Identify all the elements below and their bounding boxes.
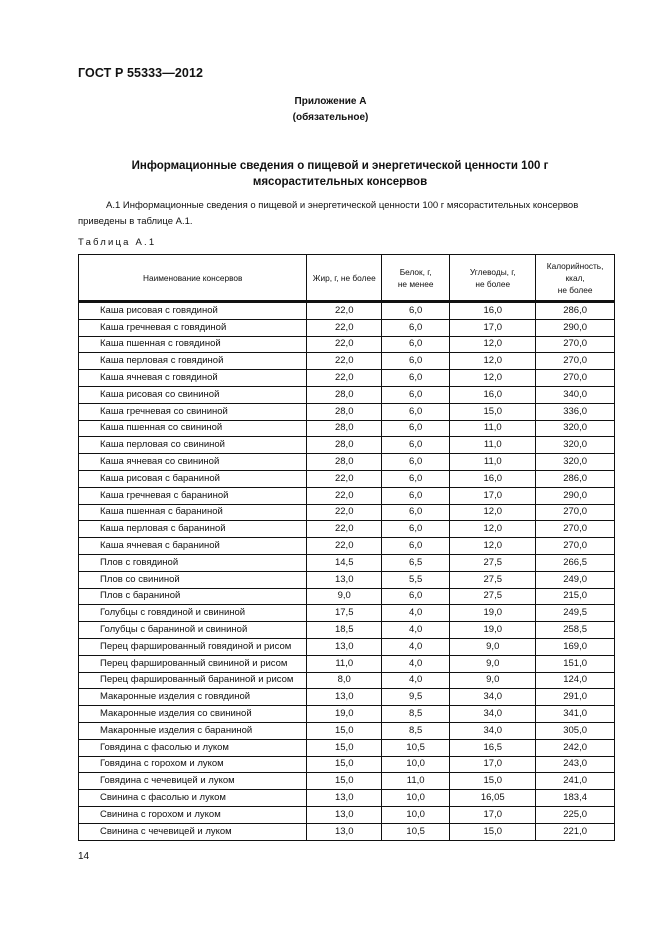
page-number: 14 xyxy=(78,851,90,862)
cell-protein: 6,0 xyxy=(382,420,450,437)
cell-fat: 14,5 xyxy=(307,554,382,571)
table-row xyxy=(79,403,615,420)
cell-name: Макаронные изделия с бараниной xyxy=(79,722,307,739)
cell-protein: 10,0 xyxy=(382,790,450,807)
cell-calories: 270,0 xyxy=(536,336,615,353)
table-row xyxy=(79,622,615,639)
table-row xyxy=(79,588,615,605)
cell-calories: 286,0 xyxy=(536,470,615,487)
table-header-row xyxy=(79,255,615,302)
cell-name: Макаронные изделия с говядиной xyxy=(79,689,307,706)
cell-fat: 22,0 xyxy=(307,470,382,487)
cell-calories: 270,0 xyxy=(536,353,615,370)
column-header-carbs: Углеводы, г, не более xyxy=(450,255,536,302)
cell-protein: 10,5 xyxy=(382,739,450,756)
cell-fat: 28,0 xyxy=(307,403,382,420)
table-row xyxy=(79,739,615,756)
cell-carbs: 17,0 xyxy=(450,806,536,823)
cell-protein: 4,0 xyxy=(382,638,450,655)
cell-protein: 6,0 xyxy=(382,521,450,538)
cell-protein: 6,0 xyxy=(382,454,450,471)
table-row xyxy=(79,370,615,387)
cell-fat: 15,0 xyxy=(307,756,382,773)
cell-name: Каша перловая с говядиной xyxy=(79,353,307,370)
cell-protein: 8,5 xyxy=(382,722,450,739)
cell-carbs: 15,0 xyxy=(450,823,536,840)
cell-calories: 221,0 xyxy=(536,823,615,840)
cell-protein: 4,0 xyxy=(382,672,450,689)
cell-protein: 10,5 xyxy=(382,823,450,840)
cell-protein: 6,0 xyxy=(382,302,450,320)
cell-name: Говядина с фасолью и луком xyxy=(79,739,307,756)
cell-calories: 290,0 xyxy=(536,487,615,504)
cell-carbs: 15,0 xyxy=(450,773,536,790)
cell-protein: 6,0 xyxy=(382,386,450,403)
cell-calories: 242,0 xyxy=(536,739,615,756)
table-body xyxy=(79,302,615,841)
table-row xyxy=(79,353,615,370)
nutrition-table xyxy=(78,254,615,841)
table-row xyxy=(79,706,615,723)
cell-name: Каша гречневая с бараниной xyxy=(79,487,307,504)
cell-fat: 22,0 xyxy=(307,370,382,387)
cell-fat: 15,0 xyxy=(307,739,382,756)
table-row xyxy=(79,756,615,773)
cell-calories: 270,0 xyxy=(536,538,615,555)
cell-protein: 5,5 xyxy=(382,571,450,588)
cell-calories: 320,0 xyxy=(536,437,615,454)
section-heading xyxy=(60,158,620,190)
annex-status: (обязательное) xyxy=(292,112,369,123)
table-row xyxy=(79,504,615,521)
cell-protein: 6,5 xyxy=(382,554,450,571)
cell-name: Каша пшенная со свининой xyxy=(79,420,307,437)
column-header-fat: Жир, г, не более xyxy=(307,255,382,302)
cell-calories: 241,0 xyxy=(536,773,615,790)
table-row xyxy=(79,437,615,454)
table-row xyxy=(79,487,615,504)
cell-calories: 151,0 xyxy=(536,655,615,672)
table-row xyxy=(79,806,615,823)
cell-calories: 124,0 xyxy=(536,672,615,689)
cell-carbs: 34,0 xyxy=(450,689,536,706)
intro-paragraph-text: А.1 Информационные сведения о пищевой и энергетической ценности 100 г мясорастительных консервов приведены в таблице А.1. xyxy=(78,200,579,227)
cell-calories: 270,0 xyxy=(536,504,615,521)
cell-carbs: 11,0 xyxy=(450,437,536,454)
cell-carbs: 12,0 xyxy=(450,336,536,353)
cell-protein: 8,5 xyxy=(382,706,450,723)
cell-name: Каша пшенная с бараниной xyxy=(79,504,307,521)
cell-carbs: 12,0 xyxy=(450,353,536,370)
cell-fat: 22,0 xyxy=(307,302,382,320)
table-row xyxy=(79,571,615,588)
cell-fat: 13,0 xyxy=(307,806,382,823)
document-code: ГОСТ Р 55333—2012 xyxy=(78,66,204,80)
cell-name: Макаронные изделия со свининой xyxy=(79,706,307,723)
cell-fat: 13,0 xyxy=(307,689,382,706)
cell-name: Каша гречневая с говядиной xyxy=(79,319,307,336)
cell-name: Свинина с чечевицей и луком xyxy=(79,823,307,840)
table-row xyxy=(79,605,615,622)
cell-carbs: 34,0 xyxy=(450,722,536,739)
cell-protein: 6,0 xyxy=(382,319,450,336)
cell-name: Плов с говядиной xyxy=(79,554,307,571)
cell-carbs: 12,0 xyxy=(450,370,536,387)
cell-carbs: 9,0 xyxy=(450,638,536,655)
cell-calories: 291,0 xyxy=(536,689,615,706)
cell-carbs: 27,5 xyxy=(450,571,536,588)
table-row xyxy=(79,521,615,538)
cell-carbs: 27,5 xyxy=(450,554,536,571)
cell-name: Каша ячневая с говядиной xyxy=(79,370,307,387)
cell-calories: 225,0 xyxy=(536,806,615,823)
cell-carbs: 16,0 xyxy=(450,302,536,320)
cell-protein: 6,0 xyxy=(382,336,450,353)
table-row xyxy=(79,672,615,689)
cell-carbs: 9,0 xyxy=(450,672,536,689)
cell-fat: 28,0 xyxy=(307,437,382,454)
cell-fat: 28,0 xyxy=(307,420,382,437)
cell-carbs: 11,0 xyxy=(450,420,536,437)
cell-carbs: 19,0 xyxy=(450,622,536,639)
cell-carbs: 17,0 xyxy=(450,319,536,336)
table-caption: Таблица А.1 xyxy=(78,237,157,248)
cell-calories: 249,0 xyxy=(536,571,615,588)
cell-fat: 15,0 xyxy=(307,722,382,739)
cell-carbs: 16,0 xyxy=(450,470,536,487)
cell-name: Каша перловая с бараниной xyxy=(79,521,307,538)
table-row xyxy=(79,638,615,655)
cell-fat: 13,0 xyxy=(307,571,382,588)
cell-fat: 22,0 xyxy=(307,521,382,538)
cell-calories: 249,5 xyxy=(536,605,615,622)
cell-calories: 290,0 xyxy=(536,319,615,336)
cell-name: Перец фаршированный бараниной и рисом xyxy=(79,672,307,689)
cell-protein: 9,5 xyxy=(382,689,450,706)
cell-fat: 19,0 xyxy=(307,706,382,723)
cell-carbs: 11,0 xyxy=(450,454,536,471)
cell-calories: 243,0 xyxy=(536,756,615,773)
cell-fat: 15,0 xyxy=(307,773,382,790)
cell-carbs: 16,0 xyxy=(450,386,536,403)
cell-protein: 6,0 xyxy=(382,353,450,370)
cell-fat: 18,5 xyxy=(307,622,382,639)
cell-name: Каша рисовая с говядиной xyxy=(79,302,307,320)
cell-fat: 13,0 xyxy=(307,823,382,840)
cell-fat: 22,0 xyxy=(307,504,382,521)
cell-calories: 341,0 xyxy=(536,706,615,723)
cell-carbs: 34,0 xyxy=(450,706,536,723)
table-row xyxy=(79,722,615,739)
cell-protein: 11,0 xyxy=(382,773,450,790)
table-row xyxy=(79,454,615,471)
section-heading-line-2: мясорастительных консервов xyxy=(252,176,428,188)
column-header-calories: Калорийность, ккал, не более xyxy=(536,255,615,302)
cell-protein: 6,0 xyxy=(382,538,450,555)
cell-calories: 169,0 xyxy=(536,638,615,655)
table-row xyxy=(79,790,615,807)
cell-protein: 6,0 xyxy=(382,470,450,487)
cell-calories: 305,0 xyxy=(536,722,615,739)
cell-name: Свинина с горохом и луком xyxy=(79,806,307,823)
section-heading-line-1: Информационные сведения о пищевой и энергетической ценности 100 г xyxy=(131,160,549,172)
cell-name: Голубцы с бараниной и свининой xyxy=(79,622,307,639)
cell-calories: 340,0 xyxy=(536,386,615,403)
cell-protein: 10,0 xyxy=(382,806,450,823)
table-row xyxy=(79,689,615,706)
cell-name: Каша ячневая с бараниной xyxy=(79,538,307,555)
cell-carbs: 9,0 xyxy=(450,655,536,672)
table-row xyxy=(79,538,615,555)
cell-fat: 13,0 xyxy=(307,638,382,655)
cell-name: Каша перловая со свининой xyxy=(79,437,307,454)
cell-fat: 11,0 xyxy=(307,655,382,672)
column-header-name: Наименование консервов xyxy=(79,255,307,302)
cell-name: Каша гречневая со свининой xyxy=(79,403,307,420)
cell-carbs: 19,0 xyxy=(450,605,536,622)
intro-paragraph xyxy=(78,198,618,230)
cell-name: Каша ячневая со свининой xyxy=(79,454,307,471)
cell-name: Свинина с фасолью и луком xyxy=(79,790,307,807)
cell-protein: 6,0 xyxy=(382,504,450,521)
cell-calories: 215,0 xyxy=(536,588,615,605)
table-row xyxy=(79,655,615,672)
cell-carbs: 15,0 xyxy=(450,403,536,420)
cell-calories: 320,0 xyxy=(536,454,615,471)
cell-fat: 22,0 xyxy=(307,336,382,353)
cell-carbs: 27,5 xyxy=(450,588,536,605)
cell-protein: 4,0 xyxy=(382,622,450,639)
cell-name: Перец фаршированный говядиной и рисом xyxy=(79,638,307,655)
cell-calories: 258,5 xyxy=(536,622,615,639)
cell-protein: 6,0 xyxy=(382,370,450,387)
table-row xyxy=(79,773,615,790)
cell-fat: 22,0 xyxy=(307,487,382,504)
table-row xyxy=(79,420,615,437)
cell-fat: 22,0 xyxy=(307,319,382,336)
cell-calories: 336,0 xyxy=(536,403,615,420)
annex-title: Приложение А xyxy=(294,96,367,107)
cell-protein: 6,0 xyxy=(382,588,450,605)
cell-protein: 6,0 xyxy=(382,403,450,420)
cell-carbs: 12,0 xyxy=(450,521,536,538)
cell-protein: 4,0 xyxy=(382,655,450,672)
cell-fat: 28,0 xyxy=(307,454,382,471)
cell-name: Говядина с чечевицей и луком xyxy=(79,773,307,790)
cell-calories: 266,5 xyxy=(536,554,615,571)
cell-fat: 9,0 xyxy=(307,588,382,605)
table-row xyxy=(79,336,615,353)
cell-fat: 22,0 xyxy=(307,538,382,555)
cell-carbs: 17,0 xyxy=(450,756,536,773)
cell-carbs: 16,5 xyxy=(450,739,536,756)
cell-name: Говядина с горохом и луком xyxy=(79,756,307,773)
table-row xyxy=(79,302,615,320)
cell-name: Плов с бараниной xyxy=(79,588,307,605)
column-header-protein: Белок, г, не менее xyxy=(382,255,450,302)
cell-fat: 8,0 xyxy=(307,672,382,689)
cell-protein: 10,0 xyxy=(382,756,450,773)
cell-carbs: 16,05 xyxy=(450,790,536,807)
cell-carbs: 17,0 xyxy=(450,487,536,504)
cell-calories: 270,0 xyxy=(536,370,615,387)
cell-calories: 320,0 xyxy=(536,420,615,437)
cell-name: Каша рисовая с бараниной xyxy=(79,470,307,487)
cell-name: Каша рисовая со свининой xyxy=(79,386,307,403)
cell-fat: 28,0 xyxy=(307,386,382,403)
cell-calories: 286,0 xyxy=(536,302,615,320)
cell-carbs: 12,0 xyxy=(450,538,536,555)
cell-protein: 6,0 xyxy=(382,437,450,454)
cell-fat: 17,5 xyxy=(307,605,382,622)
table-row xyxy=(79,470,615,487)
cell-carbs: 12,0 xyxy=(450,504,536,521)
cell-protein: 6,0 xyxy=(382,487,450,504)
cell-name: Каша пшенная с говядиной xyxy=(79,336,307,353)
table-row xyxy=(79,554,615,571)
table-row xyxy=(79,823,615,840)
cell-name: Перец фаршированный свининой и рисом xyxy=(79,655,307,672)
cell-calories: 270,0 xyxy=(536,521,615,538)
cell-fat: 22,0 xyxy=(307,353,382,370)
table-row xyxy=(79,386,615,403)
table-row xyxy=(79,319,615,336)
cell-name: Голубцы с говядиной и свининой xyxy=(79,605,307,622)
cell-fat: 13,0 xyxy=(307,790,382,807)
cell-protein: 4,0 xyxy=(382,605,450,622)
cell-calories: 183,4 xyxy=(536,790,615,807)
cell-name: Плов со свининой xyxy=(79,571,307,588)
